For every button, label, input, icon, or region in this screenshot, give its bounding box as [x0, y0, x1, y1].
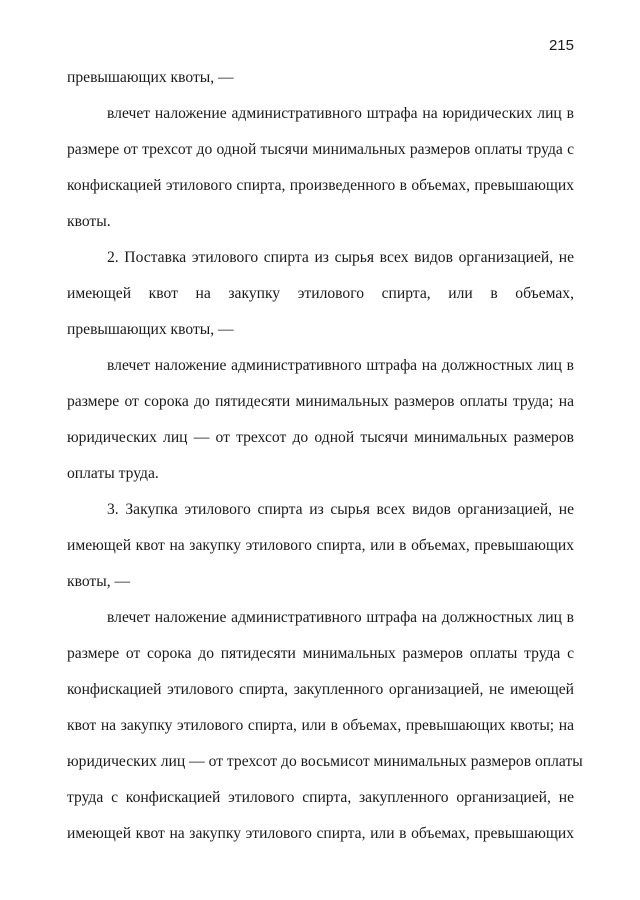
text-line: превышающих квоты, —: [67, 69, 234, 86]
text-line: имеющей квот на закупку этилового спирта, или в объемах, превышающих: [67, 825, 574, 842]
text-line: квот на закупку этилового спирта, или в объемах, превышающих квоты; на: [67, 717, 574, 734]
text-line: размере от трехсот до одной тысячи минимальных размеров оплаты труда с: [67, 141, 574, 158]
text-line: влечет наложение административного штрафа на должностных лиц в: [107, 357, 574, 374]
text-line: влечет наложение административного штрафа на юридических лиц в: [107, 105, 574, 122]
text-line: 3. Закупка этилового спирта из сырья всех видов организацией, не: [107, 501, 574, 518]
text-line: конфискацией этилового спирта, закупленного организацией, не имеющей: [67, 681, 574, 698]
text-line: оплаты труда.: [67, 465, 159, 482]
page-number: 215: [548, 37, 574, 54]
text-line: размере от сорока до пятидесяти минимальных размеров оплаты труда; на: [67, 393, 574, 410]
text-line: квоты.: [67, 213, 111, 230]
text-line: юридических лиц — от трехсот до одной тысячи минимальных размеров: [67, 429, 574, 446]
text-line: превышающих квоты, —: [67, 321, 234, 338]
text-line: юридических лиц — от трехсот до восьмисот минимальных размеров оплаты: [67, 753, 583, 770]
text-line: имеющей квот на закупку этилового спирта, или в объемах,: [67, 285, 574, 302]
text-line: имеющей квот на закупку этилового спирта, или в объемах, превышающих: [67, 537, 574, 554]
text-line: квоты, —: [67, 573, 131, 590]
text-line: 2. Поставка этилового спирта из сырья всех видов организацией, не: [107, 249, 574, 266]
text-line: конфискацией этилового спирта, произведенного в объемах, превышающих: [67, 177, 574, 194]
text-line: влечет наложение административного штрафа на должностных лиц в: [107, 609, 574, 626]
text-line: труда с конфискацией этилового спирта, закупленного организацией, не: [67, 789, 574, 806]
text-line: размере от сорока до пятидесяти минимальных размеров оплаты труда с: [67, 645, 574, 662]
